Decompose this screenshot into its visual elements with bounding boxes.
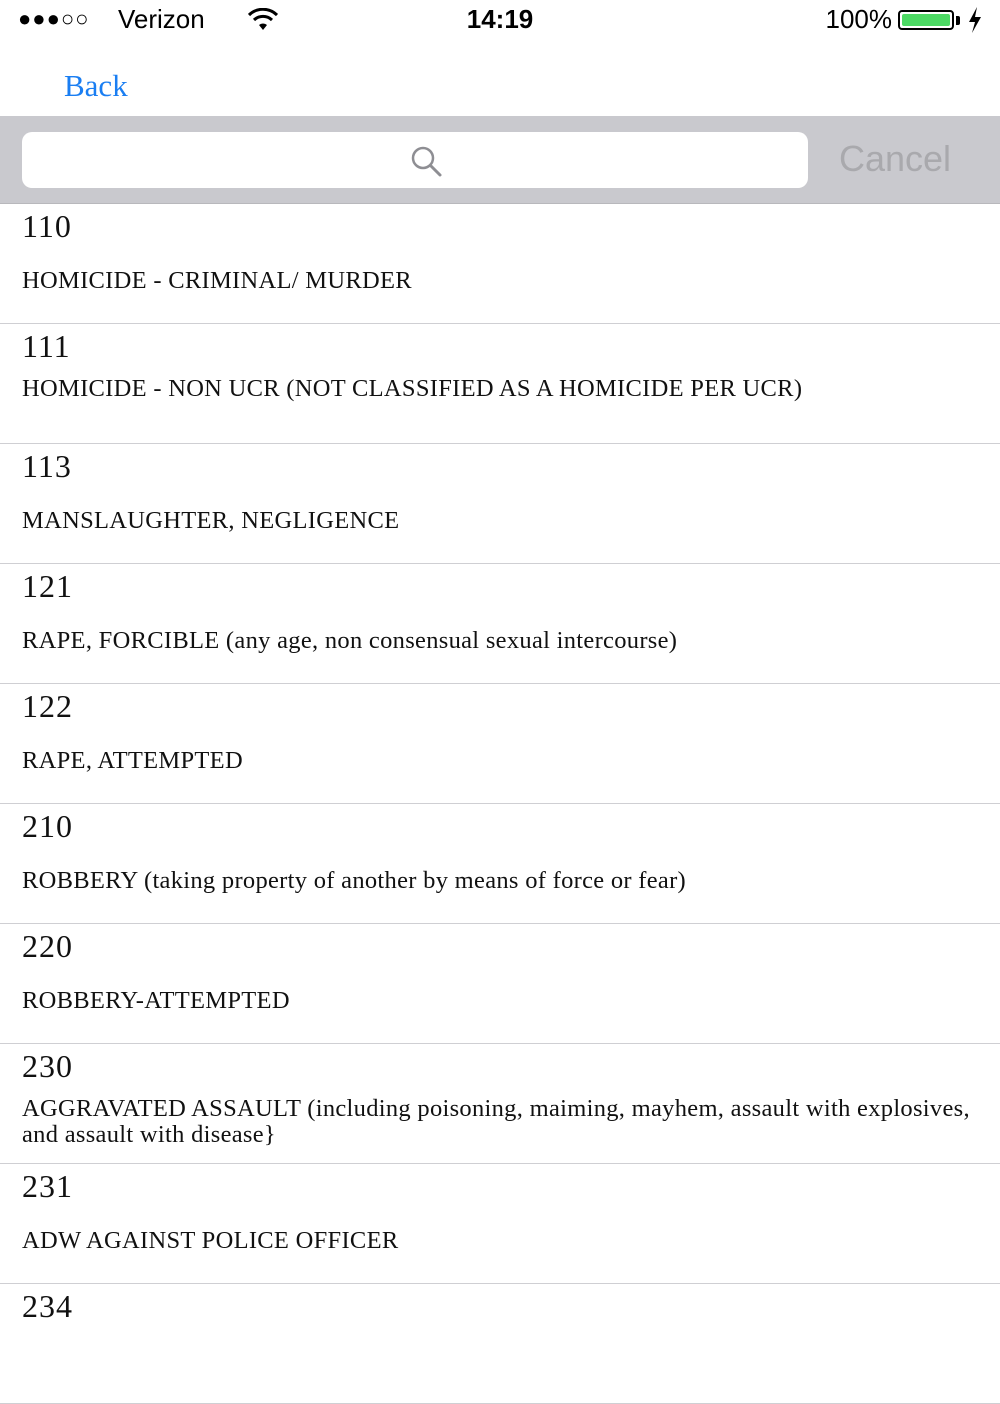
offense-description: MANSLAUGHTER, NEGLIGENCE [22, 507, 400, 534]
carrier-name: Verizon [118, 4, 205, 34]
offense-code: 220 [22, 928, 73, 964]
offense-code: 230 [22, 1048, 73, 1084]
offense-description: ROBBERY-ATTEMPTED [22, 987, 290, 1014]
offense-code: 234 [22, 1288, 73, 1324]
offense-description: ROBBERY (taking property of another by means of force or fear) [22, 867, 687, 894]
offense-code: 121 [22, 568, 73, 604]
list-item[interactable] [0, 684, 1000, 804]
navigation-bar [0, 42, 1000, 116]
clock: 14:19 [466, 4, 534, 34]
list-item[interactable] [0, 804, 1000, 924]
list-item[interactable] [0, 324, 1000, 444]
offense-description: AGGRAVATED ASSAULT (including poisoning, maiming, mayhem, assault with explosives, and assault with disease} [22, 1095, 970, 1148]
battery-level [902, 14, 950, 26]
list-item[interactable] [0, 1044, 1000, 1164]
offense-code: 122 [22, 688, 73, 724]
list-item[interactable] [0, 564, 1000, 684]
offense-description: HOMICIDE - CRIMINAL/ MURDER [22, 267, 412, 294]
list-item[interactable] [0, 444, 1000, 564]
offense-code: 231 [22, 1168, 73, 1204]
battery-percent: 100% [825, 4, 892, 34]
offense-code: 113 [22, 448, 72, 484]
charging-bolt-icon [966, 6, 984, 34]
cancel-button[interactable]: Cancel [838, 138, 952, 179]
search-field[interactable] [22, 132, 808, 188]
search-bar [0, 116, 1000, 204]
offense-code-list [0, 204, 1000, 1404]
search-input[interactable] [32, 140, 376, 182]
battery-tip [956, 16, 960, 25]
battery-icon [898, 10, 954, 30]
offense-description: HOMICIDE - NON UCR (NOT CLASSIFIED AS A HOMICIDE PER UCR) [22, 375, 803, 402]
offense-description: RAPE, ATTEMPTED [22, 747, 243, 774]
list-item[interactable] [0, 1164, 1000, 1284]
list-item[interactable] [0, 1284, 1000, 1404]
offense-code: 110 [22, 208, 72, 244]
offense-code: 210 [22, 808, 73, 844]
back-button[interactable]: Back [64, 68, 128, 103]
offense-code: 111 [22, 328, 71, 364]
offense-description: ADW AGAINST POLICE OFFICER [22, 1227, 399, 1254]
offense-description: RAPE, FORCIBLE (any age, non consensual sexual intercourse) [22, 627, 678, 654]
list-item[interactable] [0, 204, 1000, 324]
list-item[interactable] [0, 924, 1000, 1044]
search-icon [408, 143, 444, 179]
status-bar [0, 0, 1000, 42]
signal-strength-icon: ●●●○○ [18, 6, 90, 31]
